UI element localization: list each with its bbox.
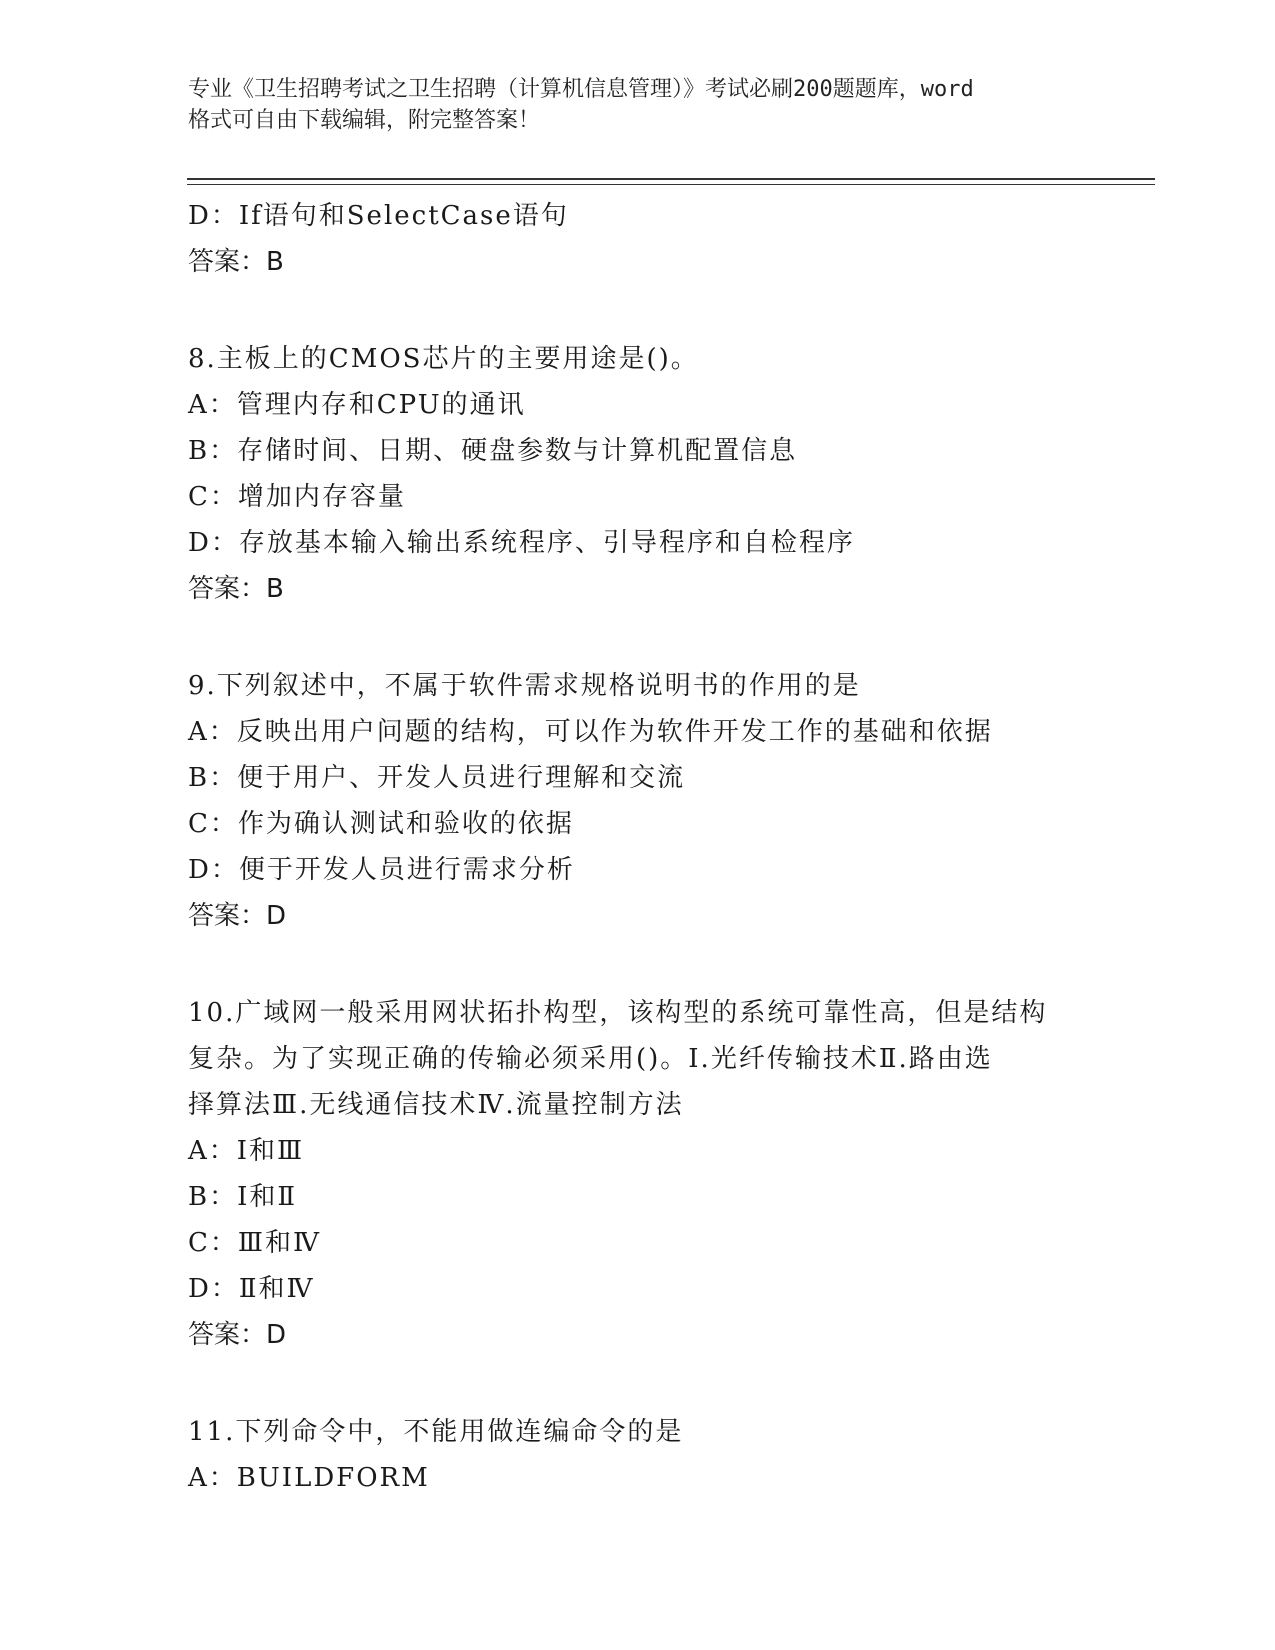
- answer: 答案：B: [188, 574, 284, 604]
- option-c: C：作为确认测试和验收的依据: [188, 809, 574, 839]
- option-a: A：反映出用户问题的结构，可以作为软件开发工作的基础和依据: [188, 717, 993, 747]
- question-9: [188, 663, 1148, 939]
- header-line-2: 格式可自由下载编辑，附完整答案！: [188, 108, 541, 133]
- option-d: D：存放基本输入输出系统程序、引导程序和自检程序: [188, 528, 855, 558]
- option-c: C：Ⅲ和Ⅳ: [188, 1228, 321, 1258]
- header-divider-thick: [187, 178, 1155, 180]
- document-header: [188, 74, 1108, 136]
- option-d: D：便于开发人员进行需求分析: [188, 855, 575, 885]
- option-b: B：存储时间、日期、硬盘参数与计算机配置信息: [188, 436, 798, 466]
- option-a: A：BUILDFORM: [188, 1463, 430, 1493]
- spacer: [188, 612, 1148, 663]
- question-10: [188, 990, 1148, 1358]
- question-text-line-3: 择算法Ⅲ.无线通信技术Ⅳ.流量控制方法: [188, 1090, 684, 1120]
- option-b: B：Ⅰ和Ⅱ: [188, 1182, 298, 1212]
- option-a: A：Ⅰ和Ⅲ: [188, 1136, 305, 1166]
- question-text: 11.下列命令中，不能用做连编命令的是: [188, 1417, 684, 1447]
- spacer: [188, 939, 1148, 990]
- spacer: [188, 1358, 1148, 1409]
- spacer: [188, 285, 1148, 336]
- question-text-line-2: 复杂。为了实现正确的传输必须采用()。Ⅰ.光纤传输技术Ⅱ.路由选: [188, 1044, 993, 1074]
- prev-option-d: D：If语句和SelectCase语句: [188, 201, 569, 231]
- option-d: D：Ⅱ和Ⅳ: [188, 1274, 315, 1304]
- question-list: [188, 193, 1148, 1501]
- option-c: C：增加内存容量: [188, 482, 406, 512]
- prev-answer: 答案：B: [188, 247, 284, 277]
- header-line-1: 专业《卫生招聘考试之卫生招聘（计算机信息管理）》考试必刷200题题库，word: [188, 77, 974, 102]
- question-8: [188, 336, 1148, 612]
- option-b: B：便于用户、开发人员进行理解和交流: [188, 763, 686, 793]
- answer: 答案：D: [188, 1320, 287, 1350]
- option-a: A：管理内存和CPU的通讯: [188, 390, 526, 420]
- question-text: 9.下列叙述中，不属于软件需求规格说明书的作用的是: [188, 671, 861, 701]
- header-divider-thin: [187, 184, 1155, 185]
- question-11: [188, 1409, 1148, 1501]
- answer: 答案：D: [188, 901, 287, 931]
- question-text-line-1: 10.广域网一般采用网状拓扑构型，该构型的系统可靠性高，但是结构: [188, 998, 1048, 1028]
- question-text: 8.主板上的CMOS芯片的主要用途是()。: [188, 344, 699, 374]
